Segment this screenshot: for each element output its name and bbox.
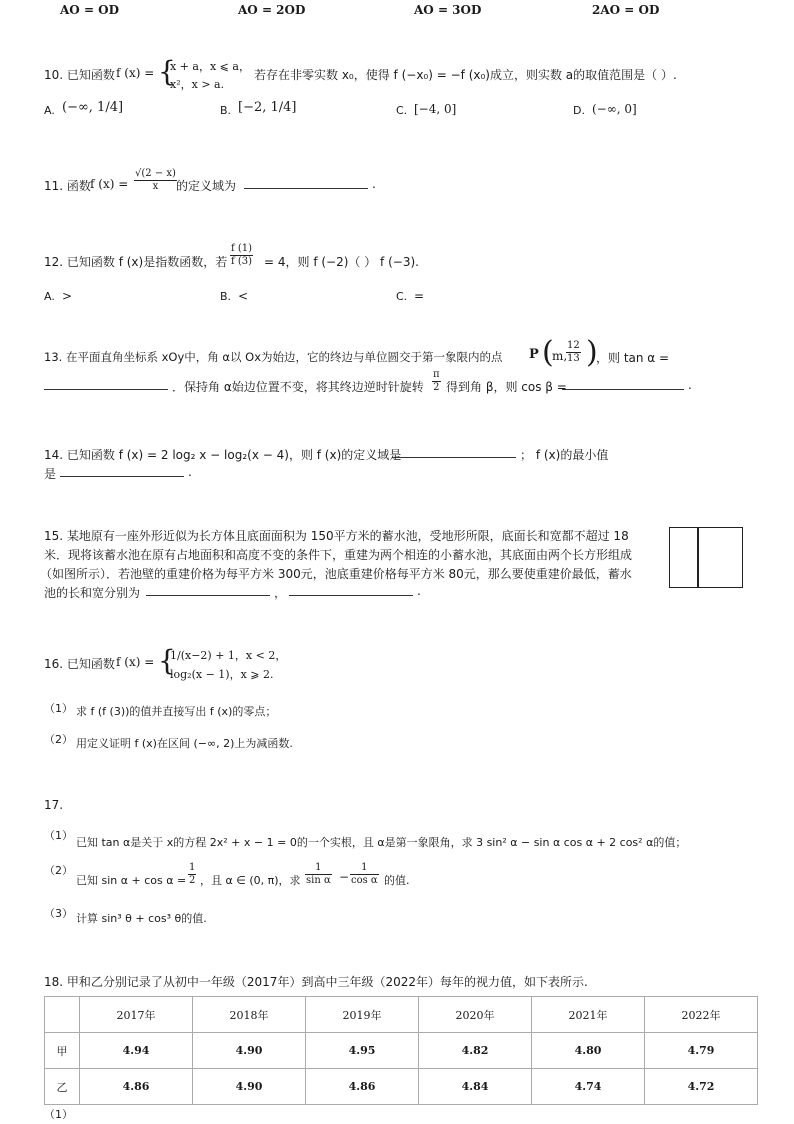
vision-table xyxy=(44,996,758,1105)
q17-frac1-num: 1 xyxy=(305,862,332,875)
table-cell: 4.79 xyxy=(645,1033,758,1069)
q11-suffix: 的定义域为 xyxy=(176,179,237,193)
table-cell: 4.80 xyxy=(532,1033,645,1069)
q17-sub1: 已知 tan α是关于 x的方程 2x² + x − 1 = 0的一个实根，且 α是第一象限角，求 3 sin² α − sin α cos α + 2 cos² α的值； xyxy=(76,836,687,849)
q17-sub2b: ，且 α ∈ (0, π)，求 xyxy=(200,874,301,887)
q16-sub2-no: （2） xyxy=(44,733,73,746)
row-label: 甲 xyxy=(45,1033,80,1069)
table-cell: 4.72 xyxy=(645,1069,758,1105)
table-header-cell: 2017年 xyxy=(80,997,193,1033)
q17-frac1-den: sin α xyxy=(306,875,331,886)
q16-sub2: 用定义证明 f (x)在区间 (−∞, 2)上为减函数. xyxy=(76,737,293,750)
q10-opt-b: [−2, 1/4] xyxy=(238,100,297,115)
q12-opt-c-letter: C. xyxy=(396,290,408,303)
q13-point: P xyxy=(529,347,539,362)
q13-blank1[interactable] xyxy=(44,377,168,393)
q12-text1: 12. 已知函数 f (x)是指数函数，若 xyxy=(44,255,228,269)
q13-den: 13 xyxy=(567,353,580,364)
q17-title: 17. xyxy=(44,798,64,812)
q15-line2: 米．现将该蓄水池在原有占地面积和高度不变的条件下，重建为两个相连的小蓄水池，其底面由两个长方形组成 xyxy=(44,548,633,562)
q16-brace: { xyxy=(158,644,176,677)
table-header-cell: 2018年 xyxy=(193,997,306,1033)
option-a-top: AO = OD xyxy=(60,3,120,17)
table-cell: 4.74 xyxy=(532,1069,645,1105)
table-header-cell: 2021年 xyxy=(532,997,645,1033)
q17-sub3: 计算 sin³ θ + cos³ θ的值. xyxy=(76,912,207,925)
q10-brace: { xyxy=(158,55,176,88)
q12-num: f (1) xyxy=(231,243,253,254)
q11-fx: f (x) = xyxy=(90,177,129,191)
q11-answer-blank[interactable] xyxy=(244,176,368,192)
q11-prefix: 11. 函数 xyxy=(44,179,91,193)
row-label: 乙 xyxy=(45,1069,80,1105)
q11-den: x xyxy=(152,181,159,192)
q17-minus: − xyxy=(339,870,350,884)
option-d-top: 2AO = OD xyxy=(592,3,660,17)
q18-sub1-no: （1） xyxy=(44,1108,73,1121)
q18-text: 18. 甲和乙分别记录了从初中一年级（2017年）到高中三年级（2022年）每年的视力值，如下表所示. xyxy=(44,975,588,989)
table-cell: 4.94 xyxy=(80,1033,193,1069)
q11-end: . xyxy=(372,177,376,191)
q13-line1b: ，则 tan α = xyxy=(596,351,670,365)
q17-sub2c: 的值. xyxy=(384,874,410,887)
q14-blank1[interactable] xyxy=(392,445,516,461)
q12-opt-b-letter: B. xyxy=(220,290,232,303)
q16-sub1: 求 f (f (3))的值并直接写出 f (x)的零点； xyxy=(76,705,277,718)
q17-sub2-no: （2） xyxy=(44,864,73,877)
q12-opt-a-letter: A. xyxy=(44,290,55,303)
table-cell: 4.90 xyxy=(193,1033,306,1069)
q14-line1a: 14. 已知函数 f (x) = 2 log₂ x − log₂(x − 4)，则 f (x)的定义域是 xyxy=(44,448,402,462)
q17-frac1 xyxy=(305,862,332,887)
q12-opt-a: > xyxy=(62,289,73,303)
q16-fx: f (x) = xyxy=(116,655,155,669)
table-cell: 4.86 xyxy=(80,1069,193,1105)
q13-line2b: 得到角 β，则 cos β = xyxy=(446,380,567,394)
q13-blank2[interactable] xyxy=(562,377,684,393)
q13-end: . xyxy=(688,378,692,392)
q12-fraction xyxy=(230,243,253,268)
q17-sub2-den: 2 xyxy=(189,875,196,886)
q14-blank2[interactable] xyxy=(60,464,184,480)
q14-line1b: ； f (x)的最小值 xyxy=(520,448,609,462)
q13-paren-right: ) xyxy=(586,335,598,370)
option-c-top: AO = 3OD xyxy=(414,3,482,17)
q17-sub1-no: （1） xyxy=(44,829,73,842)
q11-fraction xyxy=(134,168,177,193)
q10-case2: x²，x > a. xyxy=(170,78,225,91)
q17-sub2-fraction xyxy=(188,862,196,887)
q15-blank2[interactable] xyxy=(289,583,413,599)
table-header-cell: 2019年 xyxy=(306,997,419,1033)
table-row xyxy=(45,1069,758,1105)
q15-line4a: 池的长和宽分别为 xyxy=(44,586,141,600)
q17-sub2-num: 1 xyxy=(189,862,196,873)
q12-den: f (3) xyxy=(231,256,253,267)
q15-line1: 15. 某地原有一座外形近似为长方体且底面面积为 150平方米的蓄水池，受地形所限，底面长和宽都不超过 18 xyxy=(44,529,629,543)
q12-opt-b: < xyxy=(238,289,249,303)
q17-sub3-no: （3） xyxy=(44,907,73,920)
q17-frac2 xyxy=(350,862,379,887)
q16-case1: 1/(x−2) + 1，x < 2， xyxy=(170,649,287,662)
table-cell: 4.95 xyxy=(306,1033,419,1069)
q17-frac2-den: cos α xyxy=(351,875,378,886)
table-cell: 4.84 xyxy=(419,1069,532,1105)
pool-diagram xyxy=(669,527,743,588)
q15-blank1[interactable] xyxy=(146,583,270,599)
q10-opt-a-letter: A. xyxy=(44,104,55,117)
q12-text2: = 4，则 f (−2)（ ） f (−3). xyxy=(264,255,419,269)
q10-fx: f (x) = xyxy=(116,66,155,80)
q13-rot-num: π xyxy=(433,369,440,380)
q10-case1: x + a，x ⩽ a， xyxy=(170,60,250,73)
table-header-cell: 2020年 xyxy=(419,997,532,1033)
q16-case2: log₂(x − 1)，x ⩾ 2. xyxy=(170,668,274,681)
q16-sub1-no: （1） xyxy=(44,702,73,715)
q15-sep: ， xyxy=(274,586,287,600)
q16-prefix: 16. 已知函数 xyxy=(44,657,115,671)
table-header-cell: 2022年 xyxy=(645,997,758,1033)
q14-line2a: 是 xyxy=(44,467,57,481)
q13-m: m, xyxy=(552,349,568,363)
table-header-row xyxy=(45,997,758,1033)
table-cell: 4.86 xyxy=(306,1069,419,1105)
table-header-cell xyxy=(45,997,80,1033)
q13-rot-den: 2 xyxy=(433,382,440,393)
q13-fraction xyxy=(566,340,581,365)
q13-rot-fraction xyxy=(432,369,441,394)
q14-end: . xyxy=(188,465,192,479)
pool-divider xyxy=(697,528,699,587)
q17-frac2-num: 1 xyxy=(350,862,379,875)
table-cell: 4.90 xyxy=(193,1069,306,1105)
option-b-top: AO = 2OD xyxy=(238,3,306,17)
table-row xyxy=(45,1033,758,1069)
q10-opt-c-letter: C. xyxy=(396,104,408,117)
q15-end: . xyxy=(417,584,421,598)
q15-line3: （如图所示）．若池壁的重建价格为每平方米 300元，池底重建价格每平方米 80元，那么要使重建价最低，蓄水 xyxy=(40,567,632,581)
q17-sub2a: 已知 sin α + cos α = xyxy=(76,874,187,887)
q10-opt-b-letter: B. xyxy=(220,104,232,117)
q10-opt-c: [−4, 0] xyxy=(414,102,457,116)
q10-opt-d: (−∞, 0] xyxy=(592,102,637,116)
q10-opt-d-letter: D. xyxy=(573,104,585,117)
table-cell: 4.82 xyxy=(419,1033,532,1069)
q11-num: √(2 − x) xyxy=(135,168,176,179)
q10-opt-a: (−∞, 1/4] xyxy=(62,100,124,115)
q13-line2a: ．保持角 α始边位置不变，将其终边逆时针旋转 xyxy=(172,380,424,394)
q12-opt-c: = xyxy=(414,289,425,303)
q13-line1a: 13. 在平面直角坐标系 xOy中，角 α以 Ox为始边，它的终边与单位圆交于第一象限内的点 xyxy=(44,350,503,364)
q13-paren-left: ( xyxy=(542,335,554,370)
q13-num: 12 xyxy=(567,340,580,351)
q10-prefix: 10. 已知函数 xyxy=(44,68,115,82)
q10-suffix: 若存在非零实数 x₀，使得 f (−x₀) = −f (x₀)成立，则实数 a的取值范围是（ ）. xyxy=(254,68,677,82)
